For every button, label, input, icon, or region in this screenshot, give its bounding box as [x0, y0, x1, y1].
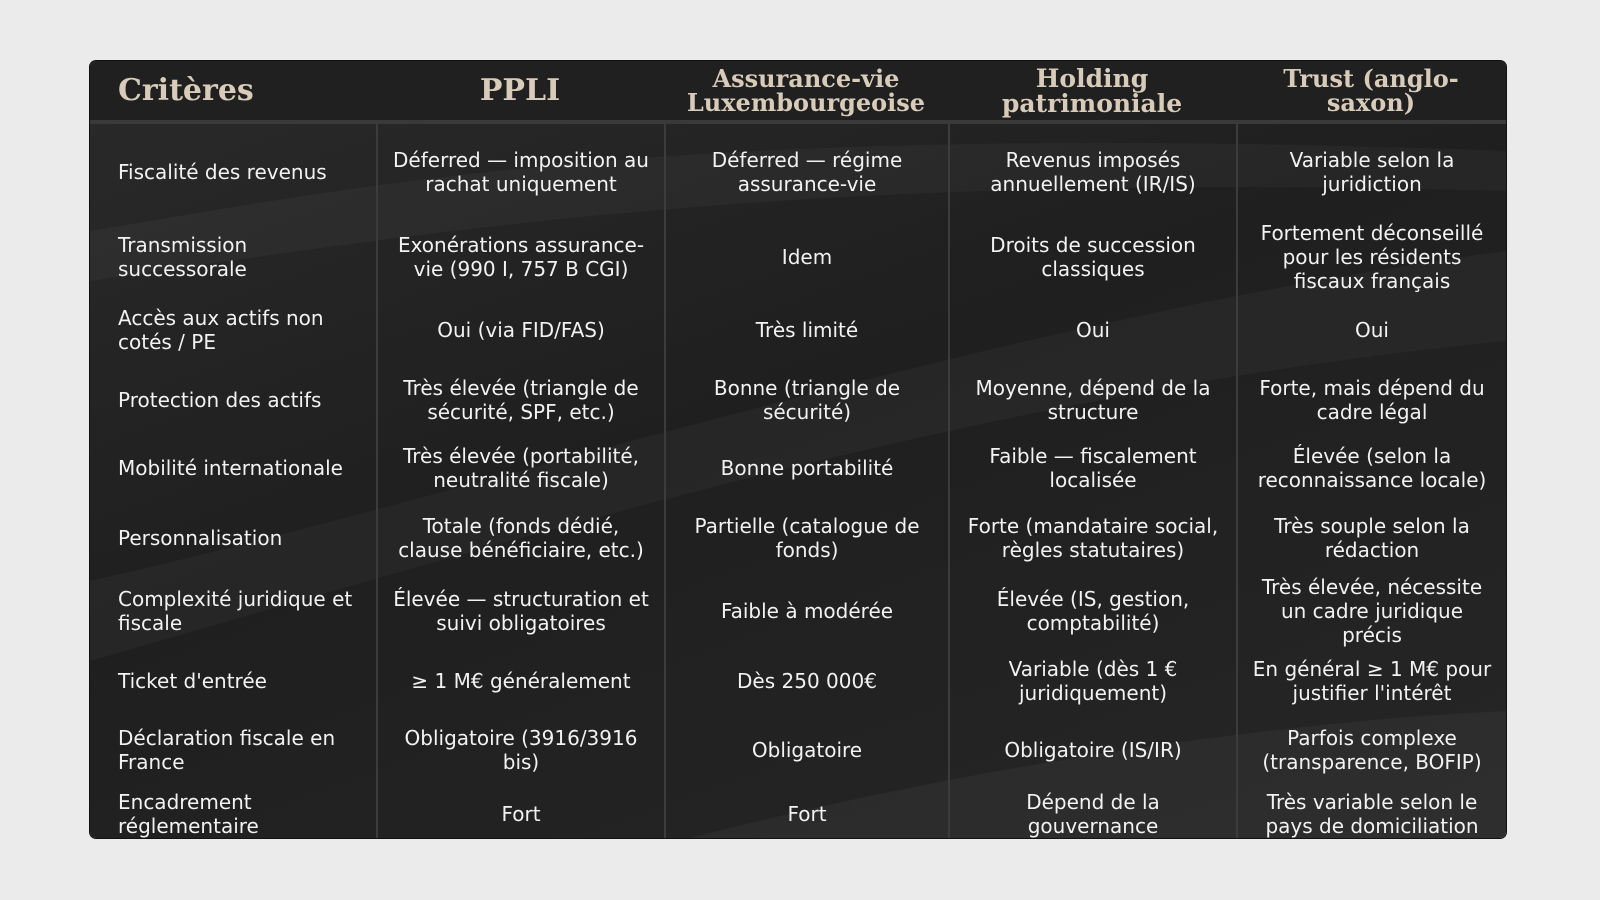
table-cell-assurance-vie-lux: Idem: [664, 220, 948, 294]
table-cell-trust: Forte, mais dépend du cadre légal: [1236, 366, 1506, 434]
table-cell-ppli: Très élevée (triangle de sécurité, SPF, etc.): [376, 366, 664, 434]
table-cell-ppli: Totale (fonds dédié, clause bénéficiaire, etc.): [376, 502, 664, 574]
table-cell-assurance-vie-lux: Bonne portabilité: [664, 434, 948, 502]
table-cell-trust: Fortement déconseillé pour les résidents fiscaux français: [1236, 220, 1506, 294]
table-cell-assurance-vie-lux: Dès 250 000€: [664, 648, 948, 714]
table-grid: [90, 61, 1506, 838]
table-cell-ppli: ≥ 1 M€ généralement: [376, 648, 664, 714]
table-cell-holding: Variable (dès 1 € juridiquement): [948, 648, 1236, 714]
table-cell-trust: Oui: [1236, 294, 1506, 366]
header-ppli: PPLI: [376, 61, 664, 124]
row-criterion-label: Ticket d'entrée: [118, 669, 267, 693]
table-cell-assurance-vie-lux: Déferred — régime assurance-vie: [664, 124, 948, 220]
row-criterion-label: Transmission successorale: [118, 233, 248, 281]
table-cell-ppli: Très élevée (portabilité, neutralité fiscale): [376, 434, 664, 502]
row-criterion-label: Fiscalité des revenus: [118, 160, 327, 184]
table-cell-trust: Parfois complexe (transparence, BOFIP): [1236, 714, 1506, 786]
table-cell-trust: Très souple selon la rédaction: [1236, 502, 1506, 574]
row-criterion-label: Complexité juridique et fiscale: [118, 587, 353, 635]
table-cell-trust: Très variable selon le pays de domiciliation: [1236, 786, 1506, 838]
row-criterion-label: Encadrement réglementaire: [118, 790, 259, 838]
table-cell-holding: Dépend de la gouvernance: [948, 786, 1236, 838]
table-cell-trust: Variable selon la juridiction: [1236, 124, 1506, 220]
table-cell-holding: Moyenne, dépend de la structure: [948, 366, 1236, 434]
row-criterion-label: Protection des actifs: [118, 388, 322, 412]
table-cell-holding: Revenus imposés annuellement (IR/IS): [948, 124, 1236, 220]
table-cell-ppli: Oui (via FID/FAS): [376, 294, 664, 366]
table-cell-assurance-vie-lux: Partielle (catalogue de fonds): [664, 502, 948, 574]
row-criterion-label: Accès aux actifs non cotés / PE: [118, 306, 324, 354]
table-cell-assurance-vie-lux: Faible à modérée: [664, 574, 948, 648]
table-cell-assurance-vie-lux: Très limité: [664, 294, 948, 366]
row-criterion-label: Personnalisation: [118, 526, 283, 550]
header-assurance-vie-lux: Assurance-vie Luxembourgeoise: [664, 61, 948, 124]
table-cell-assurance-vie-lux: Obligatoire: [664, 714, 948, 786]
table-cell-holding: Élevée (IS, gestion, comptabilité): [948, 574, 1236, 648]
table-cell-assurance-vie-lux: Bonne (triangle de sécurité): [664, 366, 948, 434]
table-cell-ppli: Déferred — imposition au rachat uniquement: [376, 124, 664, 220]
table-cell-assurance-vie-lux: Fort: [664, 786, 948, 838]
header-trust: Trust (anglo-saxon): [1236, 61, 1506, 124]
header-criteres: Critères: [90, 61, 376, 124]
table-cell-ppli: Exonérations assurance-vie (990 I, 757 B CGI): [376, 220, 664, 294]
table-cell-holding: Obligatoire (IS/IR): [948, 714, 1236, 786]
table-cell-ppli: Fort: [376, 786, 664, 838]
table-cell-trust: Élevée (selon la reconnaissance locale): [1236, 434, 1506, 502]
row-criterion-label: Mobilité internationale: [118, 456, 343, 480]
table-cell-trust: Très élevée, nécessite un cadre juridique précis: [1236, 574, 1506, 648]
comparison-table: [90, 61, 1506, 838]
table-cell-holding: Oui: [948, 294, 1236, 366]
header-holding-patrimoniale: Holding patrimoniale: [948, 61, 1236, 124]
table-cell-trust: En général ≥ 1 M€ pour justifier l'intérêt: [1236, 648, 1506, 714]
table-cell-ppli: Obligatoire (3916/3916 bis): [376, 714, 664, 786]
table-cell-holding: Forte (mandataire social, règles statutaires): [948, 502, 1236, 574]
table-cell-ppli: Élevée — structuration et suivi obligatoires: [376, 574, 664, 648]
row-criterion-label: Déclaration fiscale en France: [118, 726, 336, 774]
table-cell-holding: Faible — fiscalement localisée: [948, 434, 1236, 502]
table-cell-holding: Droits de succession classiques: [948, 220, 1236, 294]
